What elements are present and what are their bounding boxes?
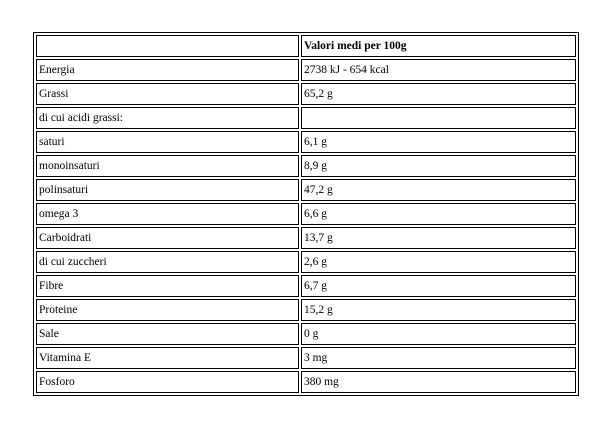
table-row — [36, 107, 576, 129]
row-value: 6,6 g — [301, 203, 576, 225]
table-header-row — [36, 35, 576, 57]
row-value: 6,7 g — [301, 275, 576, 297]
row-value: 0 g — [301, 323, 576, 345]
row-label: Sale — [36, 323, 299, 345]
row-value — [301, 107, 576, 129]
row-label: Fibre — [36, 275, 299, 297]
row-label: Fosforo — [36, 371, 299, 393]
table-row — [36, 347, 576, 369]
row-label: di cui zuccheri — [36, 251, 299, 273]
row-value: 8,9 g — [301, 155, 576, 177]
row-label: Vitamina E — [36, 347, 299, 369]
table-row — [36, 59, 576, 81]
row-value: 2738 kJ - 654 kcal — [301, 59, 576, 81]
table-row — [36, 179, 576, 201]
row-value: 6,1 g — [301, 131, 576, 153]
table-row — [36, 83, 576, 105]
table-row — [36, 131, 576, 153]
row-value: 3 mg — [301, 347, 576, 369]
table-row — [36, 275, 576, 297]
table-row — [36, 155, 576, 177]
row-value: 380 mg — [301, 371, 576, 393]
row-value: 15,2 g — [301, 299, 576, 321]
header-value-cell: Valori medi per 100g — [301, 35, 576, 57]
nutrition-table — [33, 32, 579, 396]
row-label: Grassi — [36, 83, 299, 105]
row-value: 2,6 g — [301, 251, 576, 273]
table-row — [36, 227, 576, 249]
table-row — [36, 203, 576, 225]
row-label: Carboidrati — [36, 227, 299, 249]
row-value: 13,7 g — [301, 227, 576, 249]
table-row — [36, 323, 576, 345]
row-label: Proteine — [36, 299, 299, 321]
table-row — [36, 251, 576, 273]
row-label: di cui acidi grassi: — [36, 107, 299, 129]
row-label: Energia — [36, 59, 299, 81]
row-label: saturi — [36, 131, 299, 153]
table-row — [36, 371, 576, 393]
row-label: polinsaturi — [36, 179, 299, 201]
header-label-cell — [36, 35, 299, 57]
table-row — [36, 299, 576, 321]
row-label: monoinsaturi — [36, 155, 299, 177]
row-value: 65,2 g — [301, 83, 576, 105]
row-label: omega 3 — [36, 203, 299, 225]
row-value: 47,2 g — [301, 179, 576, 201]
